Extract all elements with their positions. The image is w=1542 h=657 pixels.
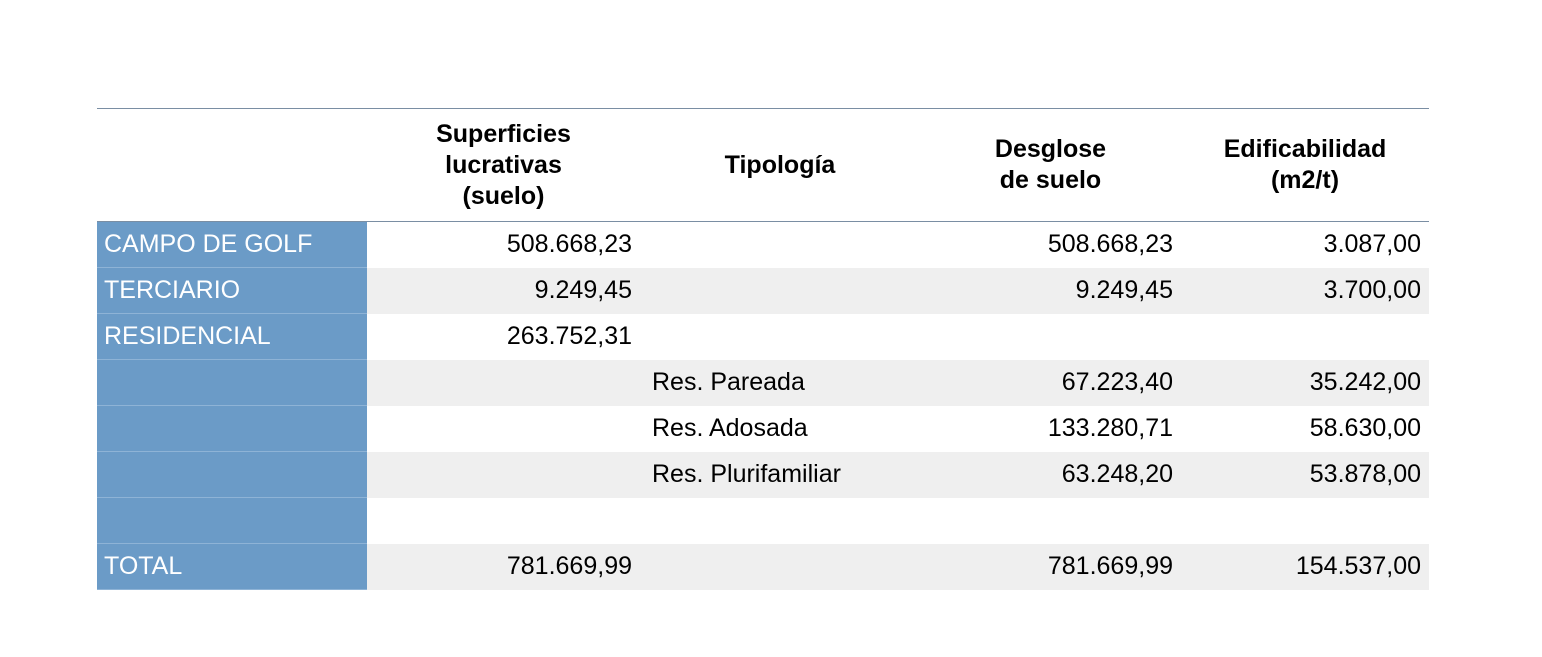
desglose-cell: 781.669,99 xyxy=(920,544,1181,590)
superficies-cell: 263.752,31 xyxy=(506,322,632,350)
superficies-cell xyxy=(367,452,640,498)
header-superficies xyxy=(367,109,640,222)
edificabilidad-cell: 3.087,00 xyxy=(1323,230,1421,259)
header-edificabilidad-line: (m2/t) xyxy=(1270,166,1340,194)
superficies-cell: 9.249,45 xyxy=(367,268,640,314)
superficies-cell xyxy=(367,498,640,544)
table-row xyxy=(97,452,1429,498)
header-superficies-line: (suelo) xyxy=(462,181,545,210)
header-superficies-line: Superficies xyxy=(436,119,571,148)
header-desglose-line: de suelo xyxy=(999,166,1102,194)
row-label: RESIDENCIAL xyxy=(97,314,367,360)
superficies-cell: 781.669,99 xyxy=(367,544,640,590)
tipologia-cell xyxy=(640,222,920,268)
row-label: TERCIARIO xyxy=(97,268,367,314)
row-label xyxy=(97,498,367,544)
tipologia-cell xyxy=(640,268,920,314)
total-row xyxy=(97,544,1429,590)
header-edificabilidad-line: Edificabilidad xyxy=(1223,135,1387,163)
desglose-cell xyxy=(920,314,1181,360)
desglose-cell: 67.223,40 xyxy=(920,360,1181,406)
row-label xyxy=(97,360,367,406)
header-row xyxy=(97,109,1429,222)
header-desglose-line: Desglose xyxy=(994,135,1107,163)
row-label: TOTAL xyxy=(97,544,367,590)
superficies-cell xyxy=(367,360,640,406)
tipologia-cell: Res. Plurifamiliar xyxy=(640,452,920,498)
tipologia-cell: Res. Adosada xyxy=(652,414,808,442)
tipologia-cell xyxy=(640,498,920,544)
row-label xyxy=(97,406,367,452)
edificabilidad-cell: 53.878,00 xyxy=(1181,452,1429,498)
tipologia-cell: Res. Pareada xyxy=(640,360,920,406)
edificabilidad-cell: 58.630,00 xyxy=(1309,414,1421,442)
table-row xyxy=(97,498,1429,544)
desglose-cell: 133.280,71 xyxy=(1047,414,1173,442)
edificabilidad-cell: 154.537,00 xyxy=(1181,544,1429,590)
row-label xyxy=(97,452,367,498)
desglose-cell: 9.249,45 xyxy=(920,268,1181,314)
header-superficies-line: lucrativas xyxy=(445,150,562,179)
row-label: CAMPO DE GOLF xyxy=(97,222,367,268)
desglose-cell xyxy=(920,498,1181,544)
header-desglose xyxy=(920,109,1181,222)
table-row xyxy=(97,268,1429,314)
desglose-cell: 508.668,23 xyxy=(1047,230,1173,259)
table-row xyxy=(97,360,1429,406)
superficies-cell xyxy=(367,406,640,452)
edificabilidad-cell: 35.242,00 xyxy=(1181,360,1429,406)
edificabilidad-cell: 3.700,00 xyxy=(1181,268,1429,314)
table-row xyxy=(97,406,1429,452)
header-label-cell xyxy=(97,109,367,222)
superficies-cell: 508.668,23 xyxy=(506,230,632,259)
header-edificabilidad xyxy=(1181,109,1429,222)
table-row xyxy=(97,314,1429,360)
edificabilidad-cell xyxy=(1181,314,1429,360)
edificabilidad-cell xyxy=(1181,498,1429,544)
tipologia-cell xyxy=(640,544,920,590)
tipologia-cell xyxy=(640,314,920,360)
table-row xyxy=(97,222,1429,268)
data-table xyxy=(97,108,1429,590)
desglose-cell: 63.248,20 xyxy=(920,452,1181,498)
header-tipologia: Tipología xyxy=(640,109,920,222)
